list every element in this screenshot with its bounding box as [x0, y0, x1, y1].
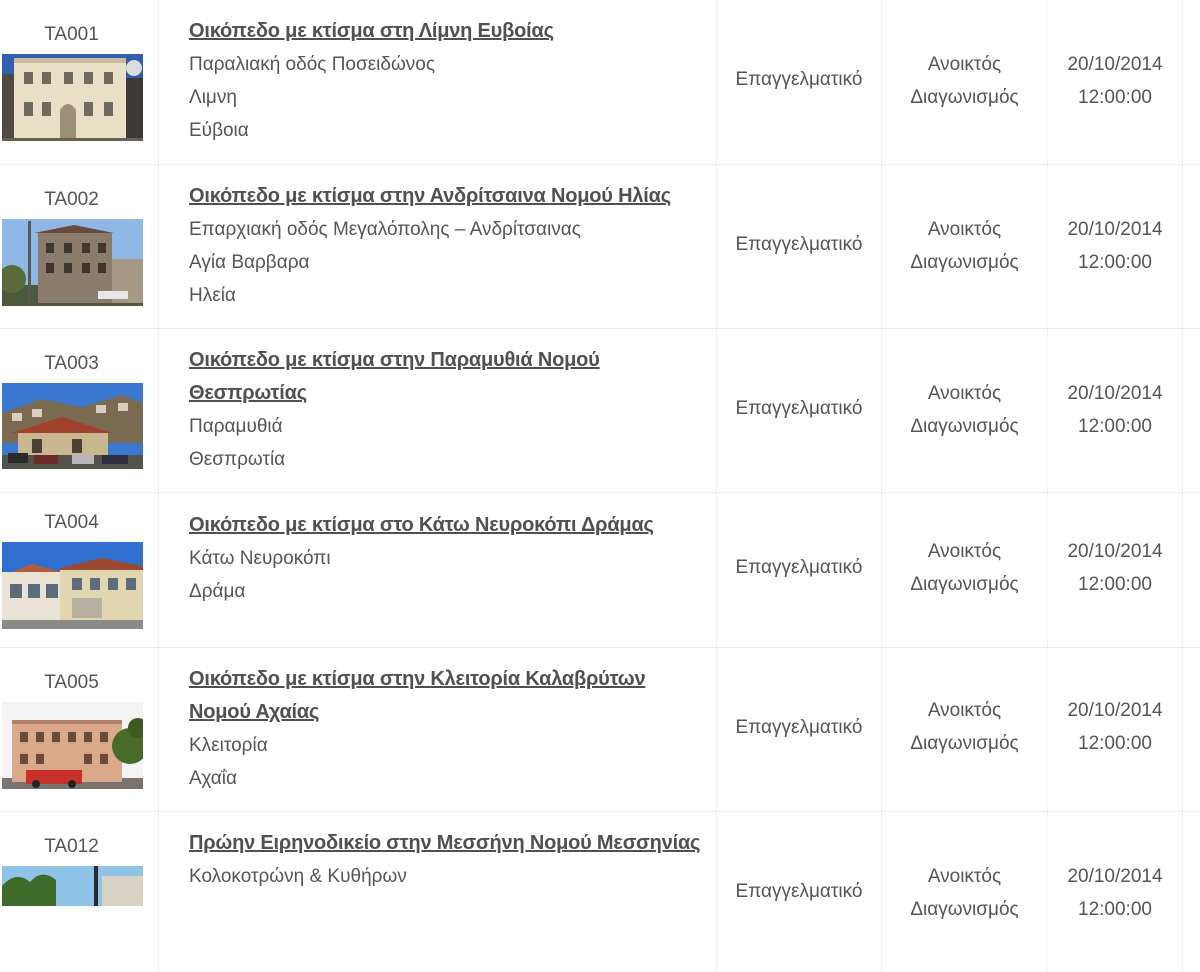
procedure-line: Ανοικτός [927, 383, 1002, 404]
deadline [1048, 860, 1182, 926]
address-region: Εύβοια [189, 120, 249, 141]
deadline-time: 12:00:00 [1078, 252, 1152, 273]
procedure-line: Ανοικτός [927, 700, 1002, 721]
property-code: TA004 [44, 512, 99, 533]
property-use: Επαγγελματικό [735, 398, 863, 419]
table-row [0, 0, 1200, 165]
date-cell [1048, 0, 1183, 164]
procedure-line: Ανοικτός [927, 866, 1002, 887]
id-cell [0, 648, 159, 811]
address-lines [189, 729, 268, 795]
procedure-line: Διαγωνισμός [910, 733, 1019, 754]
property-title-link[interactable] [189, 15, 709, 48]
date-cell [1048, 812, 1183, 972]
extra-cell [1183, 493, 1200, 647]
procedure-cell [882, 648, 1048, 811]
property-title-link[interactable] [189, 509, 709, 542]
deadline-date: 20/10/2014 [1067, 219, 1163, 240]
address-region: Δράμα [189, 581, 246, 602]
property-code: TA003 [44, 353, 99, 374]
property-title-link[interactable] [189, 663, 709, 729]
procedure-line: Διαγωνισμός [910, 252, 1019, 273]
use-cell [717, 493, 882, 647]
extra-cell [1183, 648, 1200, 811]
extra-cell [1183, 0, 1200, 164]
deadline-date: 20/10/2014 [1067, 383, 1163, 404]
procedure-type [882, 694, 1047, 760]
address-town: Αγία Βαρβαρα [189, 252, 310, 273]
procedure-cell [882, 0, 1048, 164]
address-region: Θεσπρωτία [189, 449, 286, 470]
address-lines [189, 410, 285, 476]
date-cell [1048, 329, 1183, 492]
address-region: Αχαΐα [189, 768, 237, 789]
deadline [1048, 694, 1182, 760]
procedure-type [882, 535, 1047, 601]
property-use: Επαγγελματικό [735, 717, 863, 738]
date-cell [1048, 165, 1183, 328]
property-photo[interactable] [2, 219, 143, 306]
id-cell [0, 812, 159, 972]
deadline-time: 12:00:00 [1078, 733, 1152, 754]
use-cell [717, 165, 882, 328]
address-town: Λιμνη [189, 87, 237, 108]
date-cell [1048, 648, 1183, 811]
address-lines [189, 213, 581, 312]
table-row [0, 493, 1200, 648]
address-lines [189, 48, 435, 147]
table-row [0, 812, 1200, 972]
deadline-time: 12:00:00 [1078, 574, 1152, 595]
title-line: Οικόπεδο με κτίσμα στο Κάτω Νευροκόπι Δράμας [189, 514, 654, 536]
procedure-type [882, 48, 1047, 114]
address-street: Κολοκοτρώνη & Κυθήρων [189, 866, 407, 887]
property-photo[interactable] [2, 702, 143, 789]
property-photo[interactable] [2, 866, 143, 906]
title-line: Οικόπεδο με κτίσμα στην Παραμυθιά Νομού [189, 349, 600, 371]
use-cell [717, 329, 882, 492]
id-cell [0, 165, 159, 328]
property-code: TA005 [44, 672, 99, 693]
address-region: Ηλεία [189, 285, 236, 306]
address-lines [189, 542, 331, 608]
procedure-line: Διαγωνισμός [910, 574, 1019, 595]
date-cell [1048, 493, 1183, 647]
procedure-line: Ανοικτός [927, 54, 1002, 75]
deadline-date: 20/10/2014 [1067, 54, 1163, 75]
deadline-date: 20/10/2014 [1067, 700, 1163, 721]
id-cell [0, 329, 159, 492]
property-code: TA012 [44, 836, 99, 857]
procedure-cell [882, 329, 1048, 492]
extra-cell [1183, 812, 1200, 972]
use-cell [717, 648, 882, 811]
property-use: Επαγγελματικό [735, 557, 863, 578]
table-row [0, 329, 1200, 493]
address-town: Κάτω Νευροκόπι [189, 548, 331, 569]
procedure-cell [882, 165, 1048, 328]
procedure-line: Ανοικτός [927, 541, 1002, 562]
property-title-link[interactable] [189, 827, 709, 860]
use-cell [717, 812, 882, 972]
address-street: Παραλιακή οδός Ποσειδώνος [189, 54, 436, 75]
property-photo[interactable] [2, 54, 143, 141]
extra-cell [1183, 329, 1200, 492]
property-photo[interactable] [2, 542, 143, 629]
deadline-time: 12:00:00 [1078, 87, 1152, 108]
table-row [0, 648, 1200, 812]
deadline-time: 12:00:00 [1078, 416, 1152, 437]
procedure-line: Διαγωνισμός [910, 899, 1019, 920]
deadline-time: 12:00:00 [1078, 899, 1152, 920]
use-cell [717, 0, 882, 164]
deadline-date: 20/10/2014 [1067, 541, 1163, 562]
title-line: Οικόπεδο με κτίσμα στην Ανδρίτσαινα Νομού Ηλίας [189, 185, 671, 207]
id-cell [0, 493, 159, 647]
address-town: Κλειτορία [189, 735, 268, 756]
procedure-line: Διαγωνισμός [910, 87, 1019, 108]
procedure-type [882, 860, 1047, 926]
property-use: Επαγγελματικό [735, 234, 863, 255]
table-row [0, 165, 1200, 329]
deadline [1048, 48, 1182, 114]
title-line: Οικόπεδο με κτίσμα στη Λίμνη Ευβοίας [189, 20, 554, 42]
deadline [1048, 213, 1182, 279]
title-line: Οικόπεδο με κτίσμα στην Κλειτορία Καλαβρύτων [189, 668, 646, 690]
property-title-link[interactable] [189, 180, 709, 213]
property-photo[interactable] [2, 383, 143, 469]
property-use: Επαγγελματικό [735, 881, 863, 902]
deadline [1048, 535, 1182, 601]
property-code: TA002 [44, 189, 99, 210]
id-cell [0, 0, 159, 164]
procedure-line: Διαγωνισμός [910, 416, 1019, 437]
address-town: Παραμυθιά [189, 416, 283, 437]
deadline [1048, 377, 1182, 443]
procedure-type [882, 377, 1047, 443]
title-line: Πρώην Ειρηνοδικείο στην Μεσσήνη Νομού Μεσσηνίας [189, 832, 701, 854]
procedure-cell [882, 812, 1048, 972]
title-line: Θεσπρωτίας [189, 382, 307, 404]
deadline-date: 20/10/2014 [1067, 866, 1163, 887]
procedure-line: Ανοικτός [927, 219, 1002, 240]
property-code: TA001 [44, 24, 99, 45]
address-lines [189, 860, 407, 893]
title-line: Νομού Αχαίας [189, 701, 320, 723]
procedure-type [882, 213, 1047, 279]
property-title-link[interactable] [189, 344, 709, 410]
procedure-cell [882, 493, 1048, 647]
address-street: Επαρχιακή οδός Μεγαλόπολης – Ανδρίτσαινας [189, 219, 581, 240]
property-use: Επαγγελματικό [735, 69, 863, 90]
extra-cell [1183, 165, 1200, 328]
